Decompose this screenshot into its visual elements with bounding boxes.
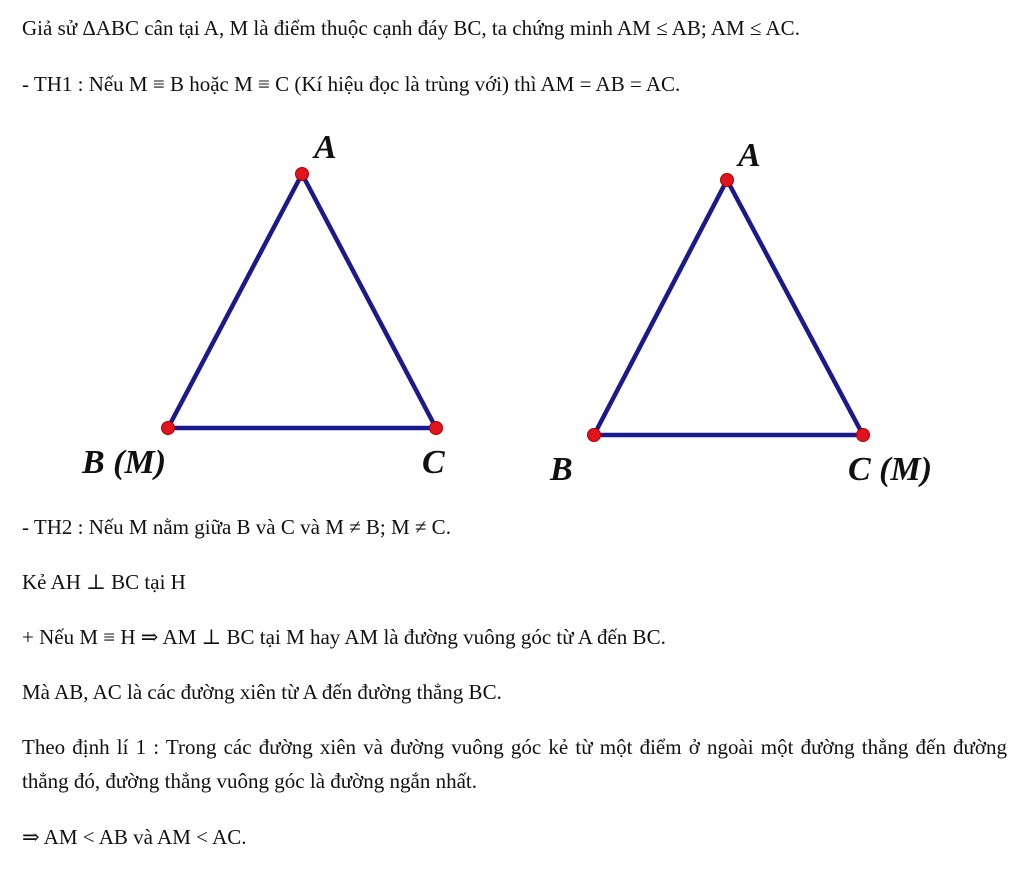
label-b-right: B [550, 451, 573, 488]
point-c-right [857, 429, 870, 442]
side-ab-right [594, 180, 727, 435]
conclusion-text: ⇒ AM < AB và AM < AC. [22, 825, 247, 849]
label-c-left: C [422, 444, 445, 481]
label-a-right: A [738, 137, 761, 174]
figure-left [60, 110, 480, 500]
label-c-right: C (M) [848, 451, 933, 488]
side-ac-left [302, 174, 436, 428]
point-b-left [162, 422, 175, 435]
side-ab-left [168, 174, 302, 428]
triangle-right [530, 110, 970, 500]
side-ac-right [727, 180, 863, 435]
point-a-right [721, 174, 734, 187]
oblique-text: Mà AB, AC là các đường xiên từ A đến đường thẳng BC. [22, 680, 502, 704]
label-b-left: B (M) [82, 444, 167, 481]
figure-right [530, 110, 970, 500]
triangle-left [60, 110, 480, 500]
label-a-left: A [314, 129, 337, 166]
point-c-left [430, 422, 443, 435]
theorem-text: Theo định lí 1 : Trong các đường xiên và đường vuông góc kẻ từ một điểm ở ngoài một đường thẳng đến đường thẳng đó, đường thẳng vuông góc là đường ngắn nhất. [22, 735, 1007, 793]
intro-text: Giả sử ΔABC cân tại A, M là điểm thuộc cạnh đáy BC, ta chứng minh AM ≤ AB; AM ≤ AC. [22, 16, 800, 40]
if-m-h-text: + Nếu M ≡ H ⇒ AM ⊥ BC tại M hay AM là đường vuông góc từ A đến BC. [22, 625, 666, 649]
point-a-left [296, 168, 309, 181]
case1-text: - TH1 : Nếu M ≡ B hoặc M ≡ C (Kí hiệu đọc là trùng với) thì AM = AB = AC. [22, 72, 681, 96]
case2-text: - TH2 : Nếu M nằm giữa B và C và M ≠ B; M ≠ C. [22, 515, 451, 539]
point-b-right [588, 429, 601, 442]
draw-ah-text: Kẻ AH ⊥ BC tại H [22, 570, 186, 594]
